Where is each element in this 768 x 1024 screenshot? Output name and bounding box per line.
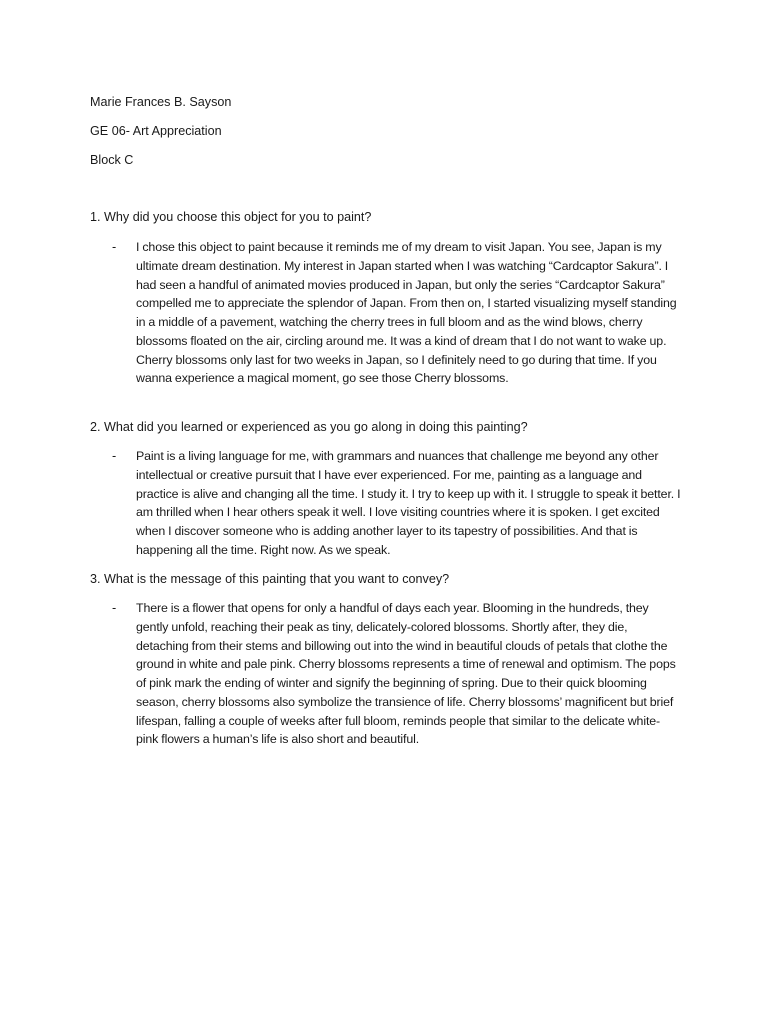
bullet-1: -	[112, 240, 117, 254]
question-2: 2. What did you learned or experienced as you go along in doing this painting?	[90, 420, 528, 434]
question-1: 1. Why did you choose this object for you to paint?	[90, 210, 372, 224]
course-title: GE 06- Art Appreciation	[90, 124, 222, 138]
answer-3: There is a flower that opens for only a handful of days each year. Blooming in the hundreds, they gently unfold, reaching their peak as tiny, delicately-colored blossoms. Shortly after, they die, detaching from their stems and billowing out into the wind in beautiful clouds of petals that clothe the ground in white and pale pink. Cherry blossoms represents a time of renewal and optimism. The pops of pink mark the ending of winter and signify the beginning of spring. Due to their quick blooming season, cherry blossoms also symbolize the transience of life. Cherry blossoms’ magnificent but brief lifespan, falling a couple of weeks after full bloom, reminds people that similar to the delicate white-pink flowers a human’s life is also short and beautiful.	[136, 601, 676, 747]
bullet-2: -	[112, 449, 117, 463]
answer-2: Paint is a living language for me, with grammars and nuances that challenge me beyond any other intellectual or creative pursuit that I have ever experienced. For me, painting as a language and practice is alive and changing all the time. I study it. I try to keep up with it. I struggle to speak it better. I am thrilled when I hear others speak it well. I love visiting countries where it is spoken. I get excited when I discover someone who is adding another layer to its tapestry of possibilities. And that is happening all the time. Right now. As we speak.	[136, 449, 681, 557]
bullet-3: -	[112, 601, 117, 615]
author-name: Marie Frances B. Sayson	[90, 95, 232, 109]
block-label: Block C	[90, 153, 134, 167]
answer-1: I chose this object to paint because it reminds me of my dream to visit Japan. You see, Japan is my ultimate dream destination. My interest in Japan started when I was watching “Cardcaptor Sakura”. I had seen a handful of animated movies produced in Japan, but only the series “Cardcaptor Sakura” compelled me to appreciate the splendor of Japan. From then on, I started visualizing myself standing in a middle of a pavement, watching the cherry trees in full bloom and as the wind blows, cherry blossoms floated on the air, circling around me. It was a kind of dream that I do not want to wake up. Cherry blossoms only last for two weeks in Japan, so I definitely need to go during that time. If you wanna experience a magical moment, go see those Cherry blossoms.	[136, 240, 677, 386]
question-3: 3. What is the message of this painting that you want to convey?	[90, 572, 450, 586]
